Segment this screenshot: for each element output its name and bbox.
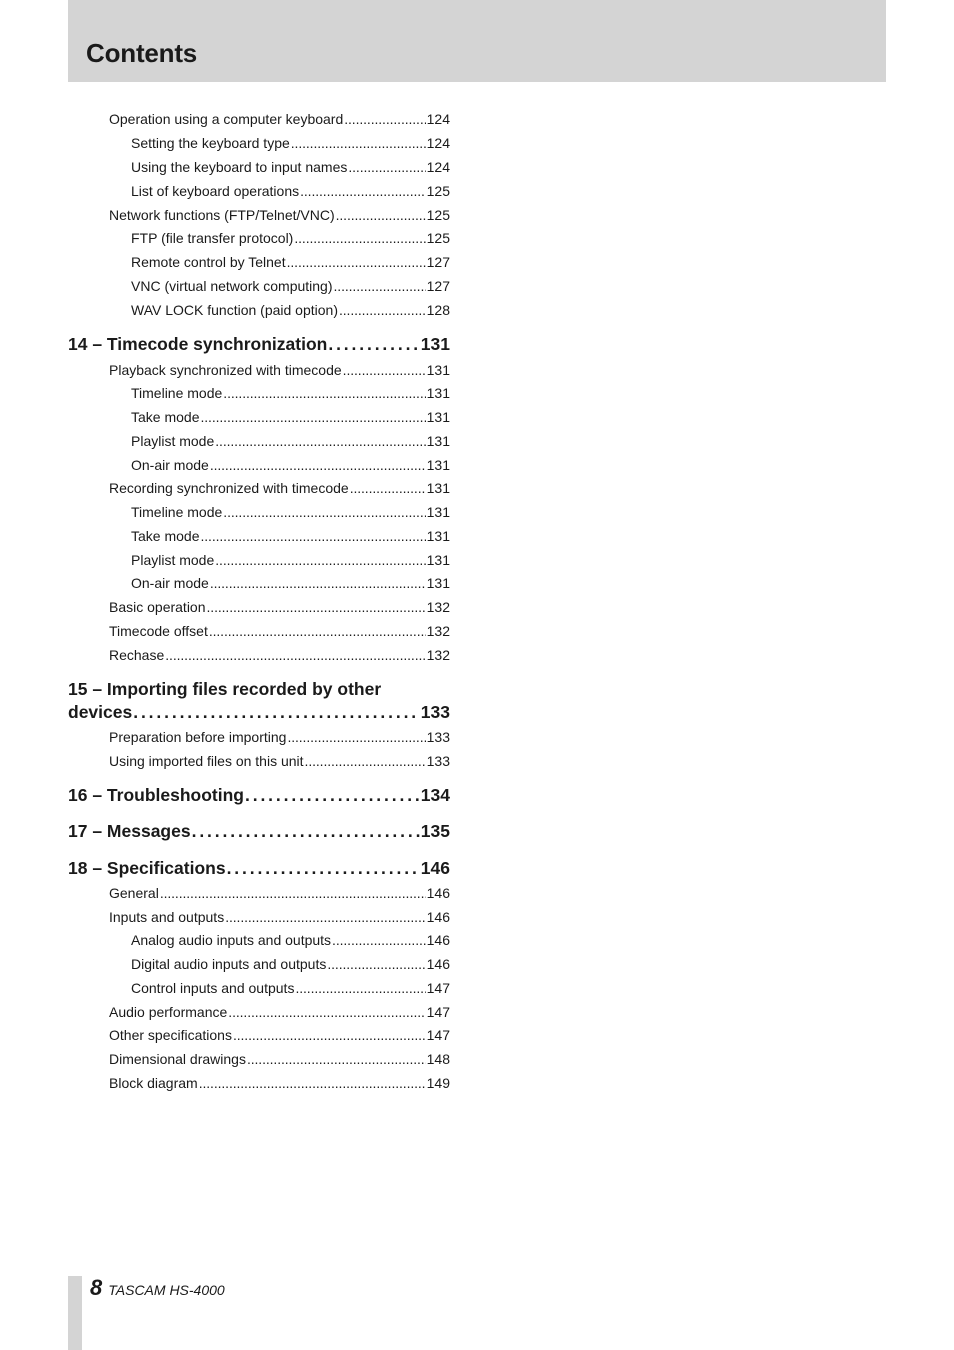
- toc-entry-title: 14 – Timecode synchronization: [68, 334, 328, 354]
- dot-leader: [295, 980, 425, 996]
- toc-entry-page: 131: [426, 433, 450, 449]
- toc-entry-page: 147: [426, 980, 450, 996]
- dot-leader: [245, 785, 420, 806]
- toc-entry[interactable]: [109, 885, 450, 905]
- dot-leader: [350, 480, 426, 496]
- brand-model: TASCAM HS-4000: [108, 1282, 225, 1298]
- toc-entry-title: VNC (virtual network computing): [131, 278, 333, 294]
- dot-leader: [348, 159, 425, 175]
- toc-entry-title: Analog audio inputs and outputs: [131, 932, 332, 948]
- dot-leader: [227, 858, 420, 879]
- toc-entry-page: 146: [426, 932, 450, 948]
- toc-entry-title: Using imported files on this unit: [109, 753, 304, 769]
- toc-entry-title: Recording synchronized with timecode: [109, 480, 349, 496]
- toc-entry[interactable]: [131, 457, 450, 477]
- dot-leader: [287, 254, 426, 270]
- dot-leader: [247, 1051, 426, 1067]
- toc-entry-title: Basic operation: [109, 599, 206, 615]
- toc-chapter-title: 15 – Importing files recorded by other: [68, 679, 382, 699]
- toc-entry-page: 125: [426, 183, 450, 199]
- dot-leader: [305, 753, 426, 769]
- toc-entry-title: Inputs and outputs: [109, 909, 225, 925]
- toc-entry-title: Playback synchronized with timecode: [109, 362, 342, 378]
- footer: [90, 1275, 225, 1301]
- toc-entry[interactable]: [109, 623, 450, 643]
- toc-entry[interactable]: [109, 480, 450, 500]
- toc-entry[interactable]: [109, 1004, 450, 1024]
- toc-entry-page: 124: [426, 159, 450, 175]
- toc-entry-title: Other specifications: [109, 1027, 232, 1043]
- toc-entry-page: 131: [420, 334, 450, 354]
- toc-entry[interactable]: [131, 254, 450, 274]
- toc-entry-title: Playlist mode: [131, 433, 215, 449]
- toc-entry-page: 131: [426, 457, 450, 473]
- toc-entry-title: FTP (file transfer protocol): [131, 230, 294, 246]
- toc-entry-title: Network functions (FTP/Telnet/VNC): [109, 207, 335, 223]
- toc-entry-title: Audio performance: [109, 1004, 228, 1020]
- toc-entry-title: On-air mode: [131, 457, 209, 473]
- dot-leader: [291, 135, 426, 151]
- toc-chapter-entry[interactable]: [68, 858, 450, 882]
- toc-entry-title: Remote control by Telnet: [131, 254, 286, 270]
- toc-entry-title: Timeline mode: [131, 504, 223, 520]
- toc-entry[interactable]: [131, 135, 450, 155]
- toc-entry[interactable]: [131, 433, 450, 453]
- toc-entry-page: 128: [426, 302, 450, 318]
- toc-entry[interactable]: [131, 302, 450, 322]
- dot-leader: [199, 1075, 426, 1091]
- toc-entry-title: 18 – Specifications: [68, 858, 226, 878]
- toc-entry[interactable]: [109, 1051, 450, 1071]
- dot-leader: [343, 362, 426, 378]
- toc-entry[interactable]: [109, 729, 450, 749]
- dot-leader: [209, 623, 426, 639]
- dot-leader: [165, 647, 425, 663]
- toc-entry[interactable]: [131, 575, 450, 595]
- toc-entry[interactable]: [109, 599, 450, 619]
- toc-entry[interactable]: [131, 409, 450, 429]
- dot-leader: [207, 599, 426, 615]
- toc-entry-page: 149: [426, 1075, 450, 1091]
- footer-bar: [68, 1276, 82, 1350]
- toc-entry-page: 131: [426, 409, 450, 425]
- dot-leader: [200, 409, 425, 425]
- toc-entry[interactable]: [131, 183, 450, 203]
- toc-entry-page: 131: [426, 385, 450, 401]
- dot-leader: [344, 111, 425, 127]
- dot-leader: [233, 1027, 426, 1043]
- toc-entry-title: 17 – Messages: [68, 821, 191, 841]
- toc-entry[interactable]: [131, 956, 450, 976]
- toc-entry[interactable]: [131, 230, 450, 250]
- toc-entry-page: 124: [426, 111, 450, 127]
- toc-entry-page: 133: [426, 729, 450, 745]
- toc-entry-title: devices: [68, 702, 133, 722]
- toc-entry-page: 135: [420, 821, 450, 841]
- toc-entry[interactable]: [109, 909, 450, 929]
- toc-entry[interactable]: [131, 278, 450, 298]
- toc-entry-page: 131: [426, 575, 450, 591]
- dot-leader: [339, 302, 426, 318]
- toc-entry-page: 131: [426, 362, 450, 378]
- toc-entry[interactable]: [109, 1027, 450, 1047]
- toc-entry[interactable]: [109, 1075, 450, 1095]
- toc-entry-page: 133: [420, 702, 450, 722]
- page-title: Contents: [86, 38, 198, 68]
- dot-leader: [228, 1004, 425, 1020]
- toc-entry-page: 132: [426, 647, 450, 663]
- toc-entry-title: General: [109, 885, 159, 901]
- dot-leader: [160, 885, 426, 901]
- toc-entry-title: Preparation before importing: [109, 729, 287, 745]
- toc-entry-page: 148: [426, 1051, 450, 1067]
- dot-leader: [332, 932, 426, 948]
- toc-entry-page: 147: [426, 1004, 450, 1020]
- dot-leader: [327, 956, 425, 972]
- dot-leader: [192, 821, 420, 842]
- toc-entry-page: 131: [426, 504, 450, 520]
- toc-entry-page: 132: [426, 623, 450, 639]
- toc-entry-title: Timeline mode: [131, 385, 223, 401]
- toc-entry[interactable]: [131, 159, 450, 179]
- toc-entry-title: Operation using a computer keyboard: [109, 111, 344, 127]
- dot-leader: [223, 504, 425, 520]
- toc-chapter-entry[interactable]: [68, 821, 450, 845]
- page-number: 8: [90, 1275, 103, 1300]
- dot-leader: [210, 575, 426, 591]
- toc-entry-title: 16 – Troubleshooting: [68, 785, 244, 805]
- toc-entry-title: Take mode: [131, 409, 200, 425]
- toc-entry-page: 146: [426, 885, 450, 901]
- toc-entry-page: 125: [426, 230, 450, 246]
- toc-entry-page: 133: [426, 753, 450, 769]
- dot-leader: [215, 552, 425, 568]
- dot-leader: [223, 385, 425, 401]
- dot-leader: [294, 230, 425, 246]
- toc-entry[interactable]: [131, 528, 450, 548]
- toc-entry[interactable]: [109, 362, 450, 382]
- toc-entry[interactable]: [131, 932, 450, 952]
- toc-entry-page: 132: [426, 599, 450, 615]
- toc-chapter-entry[interactable]: [68, 785, 450, 809]
- toc-entry[interactable]: [109, 111, 450, 131]
- toc-entry-page: 127: [426, 278, 450, 294]
- dot-leader: [225, 909, 425, 925]
- toc-entry-title: Control inputs and outputs: [131, 980, 295, 996]
- toc-entry[interactable]: [109, 753, 450, 773]
- toc-entry-title: Setting the keyboard type: [131, 135, 290, 151]
- toc-entry[interactable]: [131, 504, 450, 524]
- toc-entry-title: WAV LOCK function (paid option): [131, 302, 338, 318]
- toc-entry-title: Block diagram: [109, 1075, 198, 1091]
- toc-entry-title: On-air mode: [131, 575, 209, 591]
- toc-entry-page: 131: [426, 552, 450, 568]
- toc-entry-page: 146: [420, 858, 450, 878]
- toc-entry-title: List of keyboard operations: [131, 183, 300, 199]
- toc-entry[interactable]: [109, 647, 450, 667]
- toc-entry-title: Take mode: [131, 528, 200, 544]
- toc-entry-page: 146: [426, 909, 450, 925]
- dot-leader: [210, 457, 426, 473]
- toc-entry-page: 127: [426, 254, 450, 270]
- dot-leader: [215, 433, 425, 449]
- toc-entry-page: 146: [426, 956, 450, 972]
- dot-leader: [336, 207, 426, 223]
- toc-entry-title: Using the keyboard to input names: [131, 159, 348, 175]
- dot-leader: [287, 729, 425, 745]
- toc-chapter-entry[interactable]: [68, 334, 450, 358]
- dot-leader: [334, 278, 426, 294]
- dot-leader: [200, 528, 425, 544]
- toc-entry-title: Digital audio inputs and outputs: [131, 956, 327, 972]
- dot-leader: [133, 702, 420, 723]
- toc-entry-page: 131: [426, 480, 450, 496]
- toc-entry-title: Rechase: [109, 647, 165, 663]
- toc-entry[interactable]: [131, 385, 450, 405]
- toc-entry-page: 125: [426, 207, 450, 223]
- toc-entry-page: 124: [426, 135, 450, 151]
- toc-entry-title: Playlist mode: [131, 552, 215, 568]
- toc-chapter-entry[interactable]: [68, 702, 450, 726]
- dot-leader: [300, 183, 426, 199]
- toc-entry[interactable]: [131, 552, 450, 572]
- toc-entry-title: Timecode offset: [109, 623, 208, 639]
- toc-entry-title: Dimensional drawings: [109, 1051, 246, 1067]
- toc-entry[interactable]: [109, 207, 450, 227]
- toc-entry-page: 147: [426, 1027, 450, 1043]
- toc-entry-page: 131: [426, 528, 450, 544]
- toc-entry-page: 134: [420, 785, 450, 805]
- toc-entry[interactable]: [131, 980, 450, 1000]
- dot-leader: [328, 334, 419, 355]
